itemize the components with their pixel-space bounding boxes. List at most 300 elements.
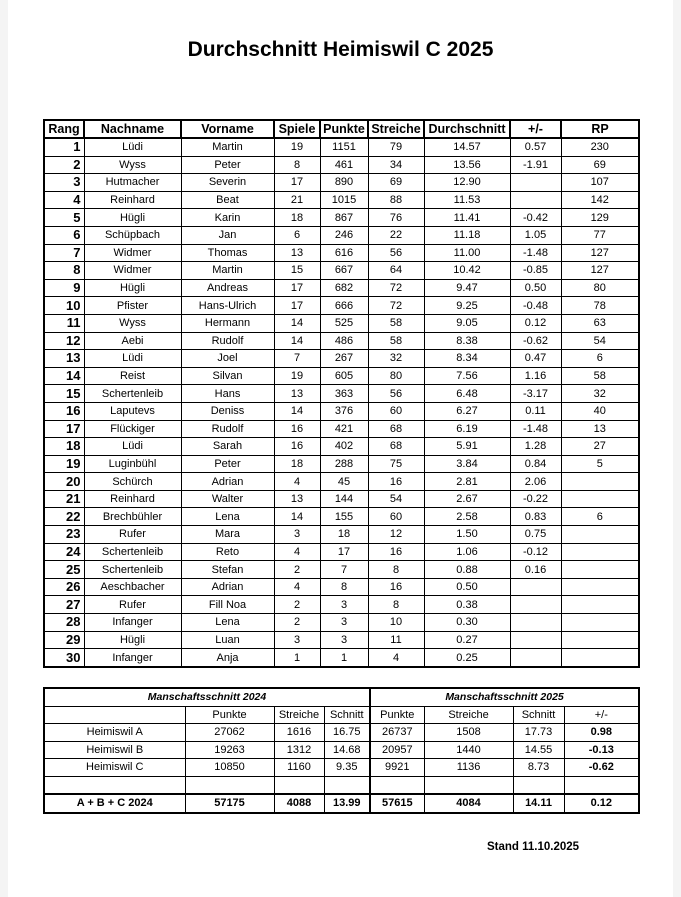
average-cell: 9.47: [424, 279, 510, 297]
column-header: RP: [561, 120, 639, 138]
diff-cell: 1.16: [510, 367, 561, 385]
table-row: [44, 543, 639, 561]
strokes-cell: 80: [368, 367, 424, 385]
diff-cell: -1.91: [510, 156, 561, 174]
team-row: [44, 759, 639, 777]
last-name-cell: Hügli: [84, 631, 181, 649]
average-cell: 9.05: [424, 314, 510, 332]
rank-cell: 5: [44, 209, 84, 227]
team-a24-cell: 13.99: [324, 794, 370, 813]
team-diff-cell: -0.62: [564, 759, 639, 777]
team-a24-cell: 9.35: [324, 759, 370, 777]
average-cell: 10.42: [424, 262, 510, 280]
points-cell: 144: [320, 490, 368, 508]
table-row: [44, 455, 639, 473]
team-p24-cell: 10850: [185, 759, 274, 777]
team-p25-cell: 20957: [370, 741, 424, 759]
rank-cell: 27: [44, 596, 84, 614]
strokes-cell: 16: [368, 543, 424, 561]
last-name-cell: Infanger: [84, 614, 181, 632]
diff-cell: -1.48: [510, 244, 561, 262]
points-cell: 363: [320, 385, 368, 403]
average-cell: 8.34: [424, 350, 510, 368]
table-row: [44, 420, 639, 438]
rp-cell: [561, 473, 639, 491]
last-name-cell: Schertenleib: [84, 561, 181, 579]
points-cell: 246: [320, 226, 368, 244]
team-name-cell: [44, 776, 185, 794]
rank-cell: 23: [44, 526, 84, 544]
last-name-cell: Wyss: [84, 156, 181, 174]
team-a24-cell: 14.68: [324, 741, 370, 759]
strokes-cell: 10: [368, 614, 424, 632]
points-cell: 376: [320, 402, 368, 420]
rank-cell: 28: [44, 614, 84, 632]
average-cell: 11.00: [424, 244, 510, 262]
games-cell: 4: [274, 578, 320, 596]
rp-cell: 69: [561, 156, 639, 174]
last-name-cell: Reinhard: [84, 490, 181, 508]
rank-cell: 19: [44, 455, 84, 473]
points-cell: 17: [320, 543, 368, 561]
rp-cell: 230: [561, 138, 639, 156]
diff-cell: -1.48: [510, 420, 561, 438]
average-cell: 14.57: [424, 138, 510, 156]
diff-cell: 0.83: [510, 508, 561, 526]
rp-cell: 78: [561, 297, 639, 315]
team-row: [44, 741, 639, 759]
rank-cell: 2: [44, 156, 84, 174]
points-cell: 605: [320, 367, 368, 385]
points-cell: 267: [320, 350, 368, 368]
team-a25-cell: 14.11: [513, 794, 564, 813]
team-2025-col-header: Schnitt: [513, 706, 564, 724]
strokes-cell: 32: [368, 350, 424, 368]
average-cell: 2.81: [424, 473, 510, 491]
games-cell: 16: [274, 420, 320, 438]
rank-cell: 10: [44, 297, 84, 315]
team-p24-cell: 27062: [185, 724, 274, 742]
team-2025-title: Manschaftsschnitt 2025: [370, 688, 639, 706]
page-title: Durchschnitt Heimiswil C 2025: [187, 38, 494, 61]
rank-cell: 22: [44, 508, 84, 526]
points-cell: 1015: [320, 191, 368, 209]
first-name-cell: Walter: [181, 490, 274, 508]
rp-cell: 142: [561, 191, 639, 209]
team-2024-col-header: Punkte: [185, 706, 274, 724]
rp-cell: [561, 578, 639, 596]
strokes-cell: 58: [368, 314, 424, 332]
first-name-cell: Martin: [181, 138, 274, 156]
games-cell: 4: [274, 543, 320, 561]
column-header: Punkte: [320, 120, 368, 138]
team-2024-title: Manschaftsschnitt 2024: [44, 688, 370, 706]
diff-cell: -0.12: [510, 543, 561, 561]
diff-cell: 0.16: [510, 561, 561, 579]
team-diff-cell: 0.98: [564, 724, 639, 742]
last-name-cell: Hutmacher: [84, 174, 181, 192]
games-cell: 18: [274, 209, 320, 227]
rp-cell: [561, 614, 639, 632]
team-s25-cell: 1440: [424, 741, 513, 759]
diff-cell: 0.47: [510, 350, 561, 368]
diff-cell: 0.50: [510, 279, 561, 297]
strokes-cell: 60: [368, 402, 424, 420]
points-cell: 1151: [320, 138, 368, 156]
first-name-cell: Rudolf: [181, 420, 274, 438]
team-name-cell: Heimiswil A: [44, 724, 185, 742]
points-cell: 616: [320, 244, 368, 262]
first-name-cell: Hans: [181, 385, 274, 403]
diff-cell: [510, 631, 561, 649]
strokes-cell: 8: [368, 561, 424, 579]
first-name-cell: Hans-Ulrich: [181, 297, 274, 315]
last-name-cell: Flückiger: [84, 420, 181, 438]
rp-cell: 13: [561, 420, 639, 438]
rp-cell: [561, 526, 639, 544]
average-cell: 2.58: [424, 508, 510, 526]
team-a24-cell: [324, 776, 370, 794]
diff-cell: [510, 174, 561, 192]
rp-cell: 58: [561, 367, 639, 385]
team-2025-col-header: Streiche: [424, 706, 513, 724]
last-name-cell: Luginbühl: [84, 455, 181, 473]
diff-cell: [510, 649, 561, 667]
first-name-cell: Lena: [181, 508, 274, 526]
average-cell: 6.48: [424, 385, 510, 403]
team-name-header: [44, 706, 185, 724]
rp-cell: 5: [561, 455, 639, 473]
last-name-cell: Widmer: [84, 262, 181, 280]
games-cell: 17: [274, 279, 320, 297]
column-header: Rang: [44, 120, 84, 138]
average-cell: 1.50: [424, 526, 510, 544]
strokes-cell: 69: [368, 174, 424, 192]
table-row: [44, 526, 639, 544]
team-a25-cell: 14.55: [513, 741, 564, 759]
last-name-cell: Rufer: [84, 596, 181, 614]
team-p24-cell: 19263: [185, 741, 274, 759]
diff-cell: 0.11: [510, 402, 561, 420]
games-cell: 7: [274, 350, 320, 368]
games-cell: 2: [274, 596, 320, 614]
first-name-cell: Thomas: [181, 244, 274, 262]
points-cell: 288: [320, 455, 368, 473]
points-cell: 18: [320, 526, 368, 544]
points-cell: 461: [320, 156, 368, 174]
table-row: [44, 279, 639, 297]
table-row: [44, 596, 639, 614]
diff-cell: 0.12: [510, 314, 561, 332]
rank-cell: 9: [44, 279, 84, 297]
diff-cell: [510, 596, 561, 614]
rank-cell: 18: [44, 438, 84, 456]
last-name-cell: Aeschbacher: [84, 578, 181, 596]
rp-cell: 54: [561, 332, 639, 350]
diff-cell: -0.48: [510, 297, 561, 315]
games-cell: 3: [274, 526, 320, 544]
table-row: [44, 490, 639, 508]
rp-cell: 80: [561, 279, 639, 297]
average-cell: 9.25: [424, 297, 510, 315]
table-row: [44, 367, 639, 385]
rank-cell: 6: [44, 226, 84, 244]
games-cell: 21: [274, 191, 320, 209]
last-name-cell: Brechbühler: [84, 508, 181, 526]
points-cell: 486: [320, 332, 368, 350]
average-cell: 0.27: [424, 631, 510, 649]
average-cell: 8.38: [424, 332, 510, 350]
team-diff-cell: [564, 776, 639, 794]
strokes-cell: 34: [368, 156, 424, 174]
column-header: Nachname: [84, 120, 181, 138]
average-cell: 11.41: [424, 209, 510, 227]
strokes-cell: 68: [368, 420, 424, 438]
first-name-cell: Beat: [181, 191, 274, 209]
rp-cell: 127: [561, 262, 639, 280]
games-cell: 14: [274, 314, 320, 332]
team-p24-cell: 57175: [185, 794, 274, 813]
average-cell: 13.56: [424, 156, 510, 174]
team-a25-cell: 17.73: [513, 724, 564, 742]
rp-cell: 77: [561, 226, 639, 244]
team-s24-cell: 1160: [274, 759, 324, 777]
team-2024-col-header: Streiche: [274, 706, 324, 724]
rp-cell: [561, 490, 639, 508]
games-cell: 18: [274, 455, 320, 473]
rank-cell: 4: [44, 191, 84, 209]
team-2025-col-header: +/-: [564, 706, 639, 724]
games-cell: 19: [274, 138, 320, 156]
first-name-cell: Stefan: [181, 561, 274, 579]
points-cell: 667: [320, 262, 368, 280]
diff-cell: [510, 191, 561, 209]
team-s25-cell: 4084: [424, 794, 513, 813]
rank-cell: 24: [44, 543, 84, 561]
team-s25-cell: 1508: [424, 724, 513, 742]
average-cell: 6.27: [424, 402, 510, 420]
table-row: [44, 473, 639, 491]
team-p25-cell: 9921: [370, 759, 424, 777]
team-average-table: [43, 687, 640, 814]
rank-cell: 15: [44, 385, 84, 403]
last-name-cell: Lüdi: [84, 138, 181, 156]
team-s24-cell: 1312: [274, 741, 324, 759]
average-cell: 0.25: [424, 649, 510, 667]
table-row: [44, 578, 639, 596]
rank-cell: 29: [44, 631, 84, 649]
average-cell: 12.90: [424, 174, 510, 192]
rank-cell: 25: [44, 561, 84, 579]
table-row: [44, 297, 639, 315]
table-row: [44, 649, 639, 667]
last-name-cell: Infanger: [84, 649, 181, 667]
team-a25-cell: 8.73: [513, 759, 564, 777]
rp-cell: [561, 543, 639, 561]
team-name-cell: Heimiswil C: [44, 759, 185, 777]
rank-cell: 8: [44, 262, 84, 280]
last-name-cell: Schüpbach: [84, 226, 181, 244]
last-name-cell: Rufer: [84, 526, 181, 544]
table-row: [44, 614, 639, 632]
rank-cell: 12: [44, 332, 84, 350]
points-cell: 525: [320, 314, 368, 332]
team-2025-col-header: Punkte: [370, 706, 424, 724]
rank-cell: 16: [44, 402, 84, 420]
first-name-cell: Mara: [181, 526, 274, 544]
rank-cell: 14: [44, 367, 84, 385]
rank-cell: 7: [44, 244, 84, 262]
last-name-cell: Reinhard: [84, 191, 181, 209]
strokes-cell: 22: [368, 226, 424, 244]
column-header: Vorname: [181, 120, 274, 138]
rp-cell: 32: [561, 385, 639, 403]
status-date: Stand 11.10.2025: [487, 841, 580, 853]
rp-cell: 6: [561, 508, 639, 526]
last-name-cell: Lüdi: [84, 438, 181, 456]
diff-cell: -0.85: [510, 262, 561, 280]
games-cell: 19: [274, 367, 320, 385]
points-cell: 1: [320, 649, 368, 667]
games-cell: 13: [274, 385, 320, 403]
rank-cell: 21: [44, 490, 84, 508]
games-cell: 2: [274, 614, 320, 632]
table-row: [44, 350, 639, 368]
team-row: [44, 794, 639, 813]
rank-cell: 3: [44, 174, 84, 192]
points-cell: 890: [320, 174, 368, 192]
strokes-cell: 54: [368, 490, 424, 508]
diff-cell: 0.84: [510, 455, 561, 473]
games-cell: 14: [274, 402, 320, 420]
strokes-cell: 76: [368, 209, 424, 227]
team-name-cell: Heimiswil B: [44, 741, 185, 759]
table-row: [44, 244, 639, 262]
strokes-cell: 56: [368, 244, 424, 262]
games-cell: 16: [274, 438, 320, 456]
rank-cell: 20: [44, 473, 84, 491]
diff-cell: 0.57: [510, 138, 561, 156]
table-row: [44, 631, 639, 649]
team-p25-cell: 26737: [370, 724, 424, 742]
games-cell: 14: [274, 508, 320, 526]
strokes-cell: 16: [368, 578, 424, 596]
last-name-cell: Pfister: [84, 297, 181, 315]
first-name-cell: Lena: [181, 614, 274, 632]
table-row: [44, 314, 639, 332]
team-diff-cell: -0.13: [564, 741, 639, 759]
team-a24-cell: 16.75: [324, 724, 370, 742]
diff-cell: 1.05: [510, 226, 561, 244]
strokes-cell: 12: [368, 526, 424, 544]
rank-cell: 26: [44, 578, 84, 596]
diff-cell: -0.62: [510, 332, 561, 350]
diff-cell: 1.28: [510, 438, 561, 456]
first-name-cell: Hermann: [181, 314, 274, 332]
column-header: Spiele: [274, 120, 320, 138]
strokes-cell: 64: [368, 262, 424, 280]
rank-cell: 1: [44, 138, 84, 156]
team-p25-cell: [370, 776, 424, 794]
last-name-cell: Wyss: [84, 314, 181, 332]
strokes-cell: 8: [368, 596, 424, 614]
table-row: [44, 402, 639, 420]
last-name-cell: Reist: [84, 367, 181, 385]
team-name-cell: A + B + C 2024: [44, 794, 185, 813]
rank-cell: 30: [44, 649, 84, 667]
points-cell: 3: [320, 596, 368, 614]
table-row: [44, 262, 639, 280]
strokes-cell: 58: [368, 332, 424, 350]
rp-cell: [561, 596, 639, 614]
last-name-cell: Lüdi: [84, 350, 181, 368]
points-cell: 7: [320, 561, 368, 579]
table-row: [44, 332, 639, 350]
games-cell: 8: [274, 156, 320, 174]
average-cell: 6.19: [424, 420, 510, 438]
team-s24-cell: 1616: [274, 724, 324, 742]
first-name-cell: Reto: [181, 543, 274, 561]
diff-cell: 0.75: [510, 526, 561, 544]
first-name-cell: Deniss: [181, 402, 274, 420]
diff-cell: 2.06: [510, 473, 561, 491]
table-row: [44, 138, 639, 156]
last-name-cell: Aebi: [84, 332, 181, 350]
average-cell: 0.88: [424, 561, 510, 579]
average-cell: 5.91: [424, 438, 510, 456]
table-row: [44, 438, 639, 456]
first-name-cell: Karin: [181, 209, 274, 227]
first-name-cell: Jan: [181, 226, 274, 244]
points-cell: 421: [320, 420, 368, 438]
team-p24-cell: [185, 776, 274, 794]
team-2024-col-header: Schnitt: [324, 706, 370, 724]
column-header: Durchschnitt: [424, 120, 510, 138]
games-cell: 6: [274, 226, 320, 244]
table-row: [44, 561, 639, 579]
team-s25-cell: 1136: [424, 759, 513, 777]
column-header: Streiche: [368, 120, 424, 138]
strokes-cell: 60: [368, 508, 424, 526]
table-header: [44, 120, 639, 138]
table-row: [44, 385, 639, 403]
points-cell: 155: [320, 508, 368, 526]
first-name-cell: Anja: [181, 649, 274, 667]
rp-cell: 107: [561, 174, 639, 192]
games-cell: 1: [274, 649, 320, 667]
strokes-cell: 88: [368, 191, 424, 209]
points-cell: 402: [320, 438, 368, 456]
rp-cell: 63: [561, 314, 639, 332]
average-cell: 11.53: [424, 191, 510, 209]
games-cell: 17: [274, 297, 320, 315]
last-name-cell: Schertenleib: [84, 385, 181, 403]
table-row: [44, 174, 639, 192]
rp-cell: 129: [561, 209, 639, 227]
strokes-cell: 11: [368, 631, 424, 649]
games-cell: 15: [274, 262, 320, 280]
games-cell: 4: [274, 473, 320, 491]
column-header: +/-: [510, 120, 561, 138]
last-name-cell: Schertenleib: [84, 543, 181, 561]
first-name-cell: Peter: [181, 455, 274, 473]
games-cell: 17: [274, 174, 320, 192]
average-cell: 0.50: [424, 578, 510, 596]
last-name-cell: Hügli: [84, 209, 181, 227]
diff-cell: [510, 578, 561, 596]
team-s24-cell: [274, 776, 324, 794]
average-cell: 3.84: [424, 455, 510, 473]
